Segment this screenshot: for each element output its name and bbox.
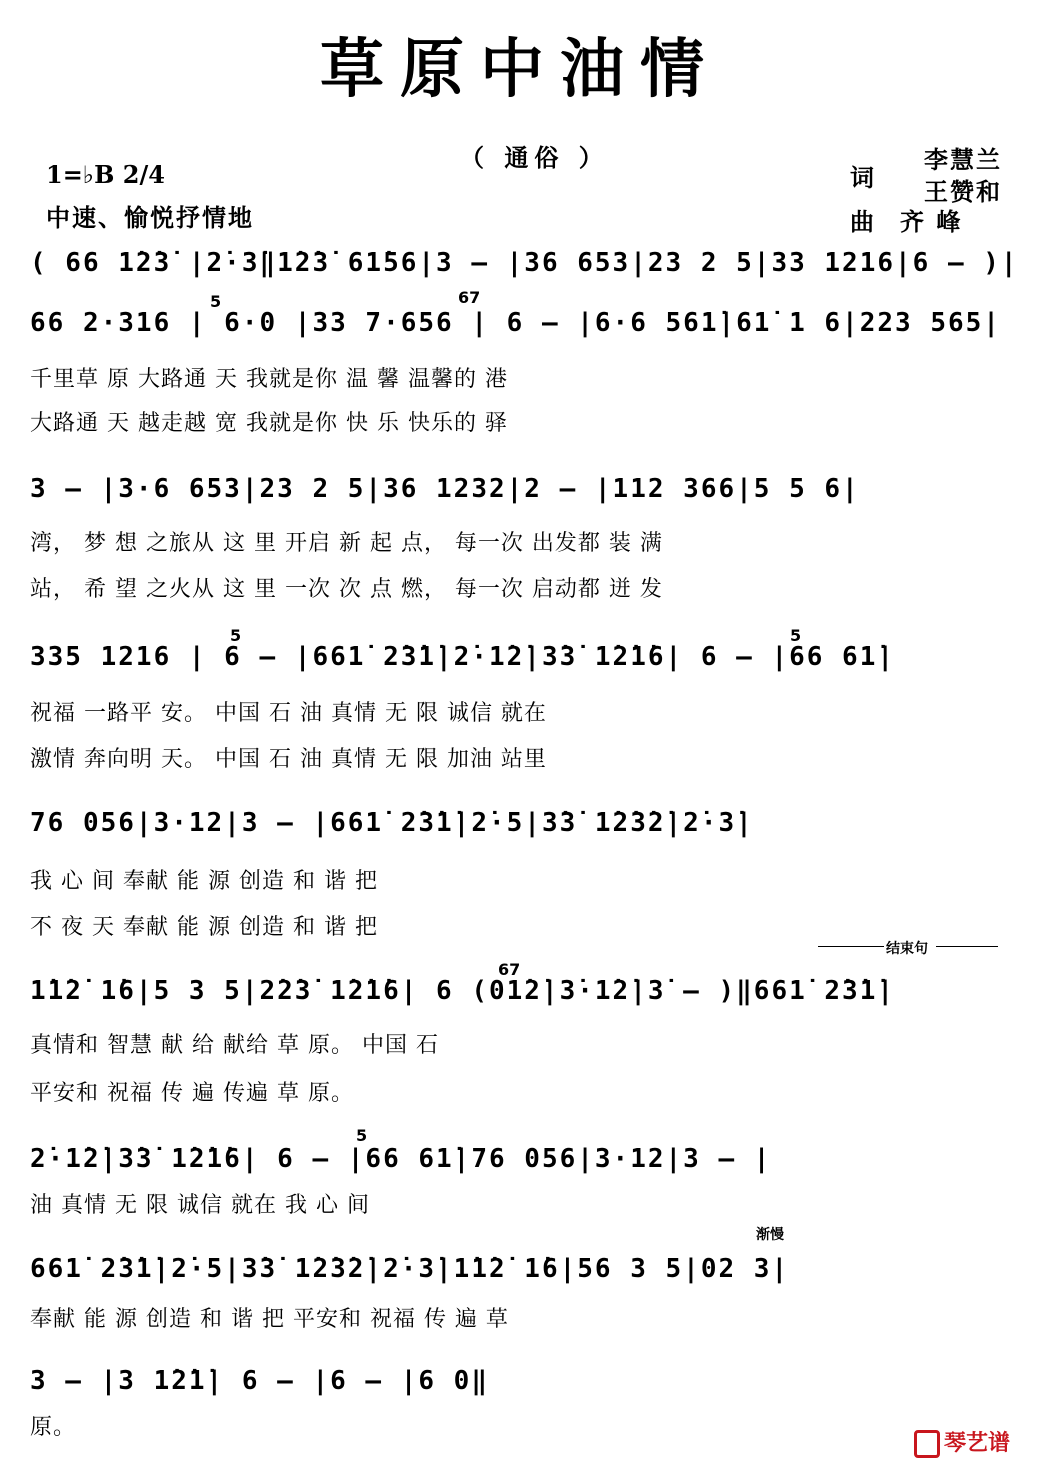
notation-line-8: 661̇ 2̇3̇1̇|2̇·5|3̇3̇ 1̇2̇3̇2̇|2̇·3̇|1̇1̇2̇ 1̇6|56 3 5|02 3|	[30, 1254, 790, 1284]
lyric-line: 大路通 天 越走越 宽 我就是你 快 乐 快乐的 驿	[30, 411, 508, 436]
ritardando-mark: 渐慢	[756, 1227, 784, 1243]
grace-note: 5	[790, 626, 802, 645]
lyricist-1: 李慧兰	[924, 145, 1002, 174]
ending-bracket-line	[818, 946, 884, 947]
lyric-line: 我 心 间 奉献 能 源 创造 和 谐 把	[30, 869, 378, 894]
notation-line-3: 3 — |3·6 653|23 2 5|36 1232|2 — |112 366|5 5 6|	[30, 474, 860, 504]
logo-icon	[914, 1430, 940, 1458]
grace-note: 5	[210, 292, 222, 311]
lyric-line: 站， 希 望 之火从 这 里 一次 次 点 燃， 每一次 启动都 迸 发	[30, 577, 663, 602]
lyric-line: 油 真情 无 限 诚信 就在 我 心 间	[30, 1193, 370, 1218]
lyricist-label: 词	[850, 163, 876, 192]
lyric-line: 真情和 智慧 献 给 献给 草 原。 中国 石	[30, 1033, 439, 1058]
site-logo	[914, 1426, 1010, 1458]
grace-note: 5	[230, 626, 242, 645]
key-signature: 1=♭B 2/4	[46, 160, 165, 189]
notation-line-9: 3 — |3 1̇2̇1̇| 6 — |6 — |6 0‖	[30, 1366, 489, 1396]
lyric-line: 不 夜 天 奉献 能 源 创造 和 谐 把	[30, 915, 378, 940]
notation-line-7: 2̇·1̇2̇|3̇3̇ 1̇2̇1̇6| 6 — |66 61̇|76 056|3·12|3 — |	[30, 1144, 772, 1174]
tempo-marking: 中速、愉悦抒情地	[46, 203, 254, 232]
lyric-line: 原。	[30, 1415, 77, 1440]
grace-note: 67	[458, 288, 481, 307]
lyric-line: 祝福 一路平 安。 中国 石 油 真情 无 限 诚信 就在	[30, 701, 547, 726]
lyric-line: 湾， 梦 想 之旅从 这 里 开启 新 起 点， 每一次 出发都 装 满	[30, 531, 663, 556]
composer-name: 齐 峰	[900, 207, 963, 236]
lyricist-2: 王赞和	[924, 177, 1002, 206]
genre-label: （ 通俗 ）	[460, 143, 609, 172]
notation-line-6: 1̇1̇2̇ 1̇6|5 3 5|2̇2̇3̇ 1̇2̇1̇6| 6 (01̇2̇|3̇·1̇2̇|3̇ — )‖661̇ 2̇3̇1̇|	[30, 976, 896, 1006]
notation-line-2: 66 2·316 | 6·0 |33 7·656 | 6 — |6·6 561̇|61̇ 1 6|223 565|	[30, 308, 1001, 338]
ending-bracket-line	[936, 946, 998, 947]
notation-line-5: 76 056|3·12|3 — |661̇ 2̇3̇1̇|2̇·5|3̇3̇ 1̇2̇3̇2̇|2̇·3̇|	[30, 808, 754, 838]
ending-label: 结束句	[886, 941, 928, 957]
lyric-line: 奉献 能 源 创造 和 谐 把 平安和 祝福 传 遍 草	[30, 1307, 509, 1332]
lyric-line: 千里草 原 大路通 天 我就是你 温 馨 温馨的 港	[30, 367, 508, 392]
notation-line-1: ( 66 1̇2̇3̇ |2̇·3̇‖1̇2̇3̇ 61̇56|3 — |36 653|23 2 5|33 1216|6 — )|	[30, 248, 1019, 278]
notation-line-4: 335 1216 | 6 — |661̇ 2̇3̇1̇|2̇·1̇2̇|3̇3̇ 1̇2̇1̇6| 6 — |66 61̇|	[30, 642, 896, 672]
song-title: 草原中油情	[320, 32, 720, 107]
logo-text: 琴艺谱	[943, 1431, 1010, 1456]
grace-note: 5	[356, 1126, 368, 1145]
composer-label: 曲	[850, 207, 876, 236]
lyric-line: 平安和 祝福 传 遍 传遍 草 原。	[30, 1081, 354, 1106]
lyric-line: 激情 奔向明 天。 中国 石 油 真情 无 限 加油 站里	[30, 747, 547, 772]
grace-note: 67	[498, 960, 521, 979]
